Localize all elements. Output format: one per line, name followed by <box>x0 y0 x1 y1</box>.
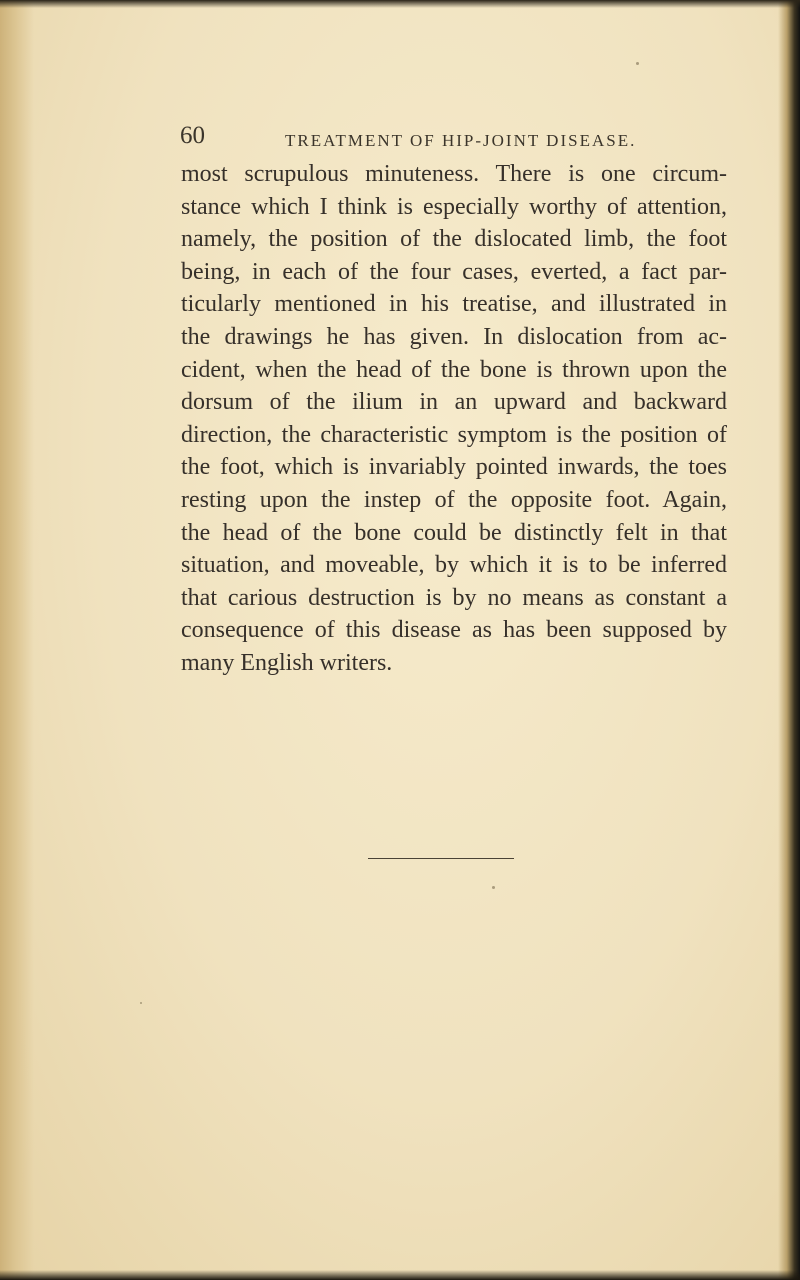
paper-speck <box>492 886 495 889</box>
binding-gutter-shadow <box>0 0 34 1280</box>
text-line: direction, the characteristic symptom is the position of <box>181 421 727 448</box>
text-line: many English writers. <box>181 649 393 676</box>
text-line: the drawings he has given. In dislocation from ac- <box>181 323 727 350</box>
text-line: most scrupulous minuteness. There is one circum- <box>181 161 727 187</box>
text-line: resting upon the instep of the opposite foot. Again, <box>181 486 727 513</box>
text-line: dorsum of the ilium in an upward and backward <box>181 389 727 416</box>
text-line: namely, the position of the dislocated limb, the foot <box>181 226 727 253</box>
page-number: 60 <box>180 122 205 149</box>
paper-speck <box>636 62 639 65</box>
text-line: being, in each of the four cases, everted, a fact par- <box>181 258 727 285</box>
page-top-edge <box>0 0 800 8</box>
page-right-edge <box>778 0 800 1280</box>
text-line: situation, and moveable, by which it is to be inferred <box>181 552 727 579</box>
text-line: that carious destruction is by no means as constant a <box>181 584 727 611</box>
paper-speck <box>140 1002 142 1004</box>
text-line: the foot, which is invariably pointed inwards, the toes <box>181 454 727 481</box>
running-head: TREATMENT OF HIP-JOINT DISEASE. <box>285 131 637 150</box>
page-bottom-edge <box>0 1270 800 1280</box>
text-line: stance which I think is especially worthy of attention, <box>181 193 727 220</box>
text-line: ticularly mentioned in his treatise, and illustrated in <box>181 291 727 318</box>
body-paragraph <box>181 158 727 680</box>
text-line: consequence of this disease as has been supposed by <box>181 617 727 644</box>
text-line: the head of the bone could be distinctly felt in that <box>181 519 727 546</box>
end-of-section-rule <box>368 858 514 859</box>
text-line: cident, when the head of the bone is thrown upon the <box>181 356 727 383</box>
